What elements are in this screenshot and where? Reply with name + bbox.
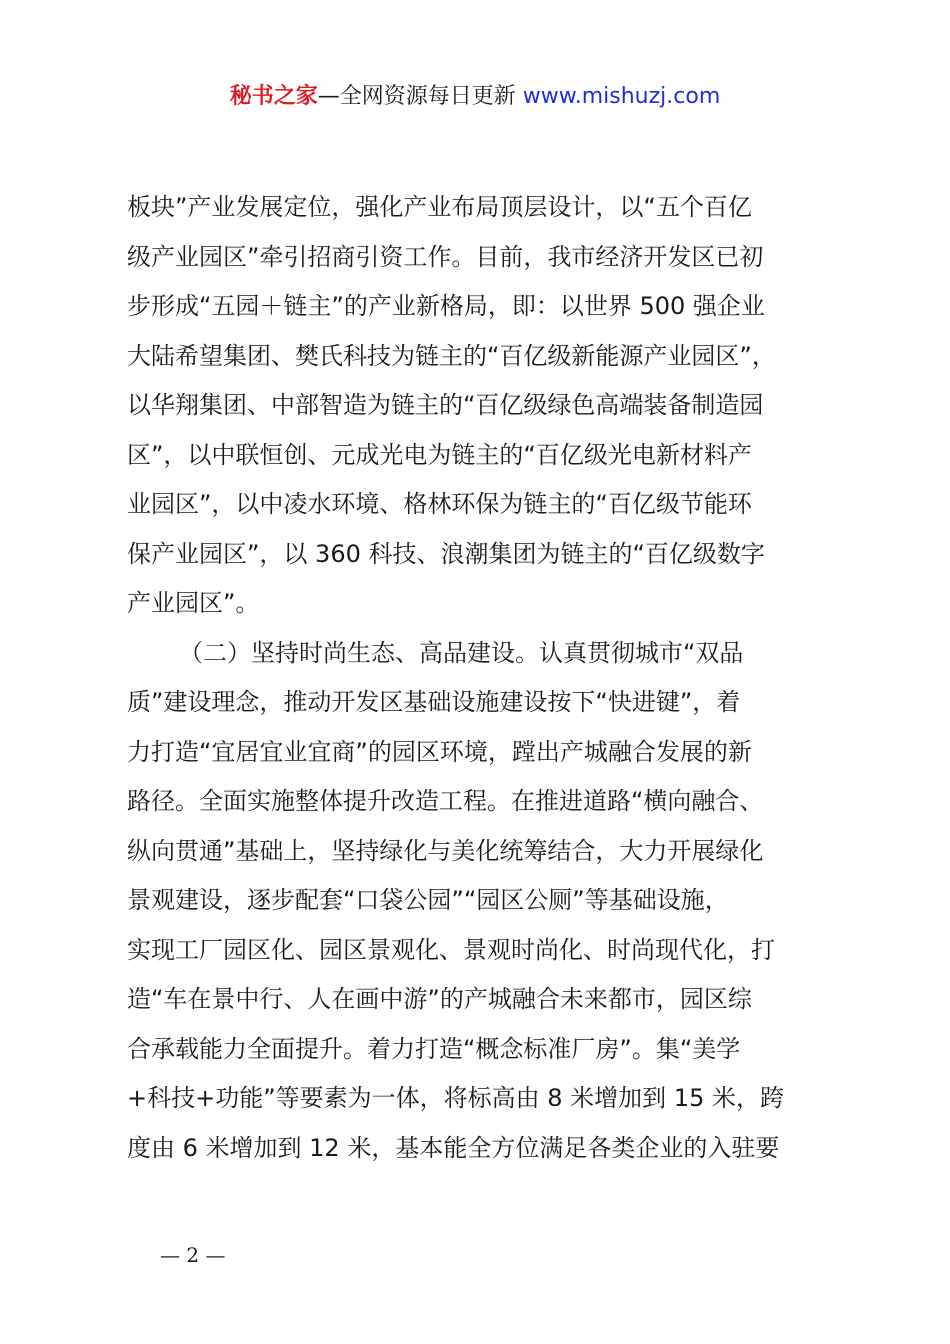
paragraph-line: 以华翔集团、中部智造为链主的“百亿级绿色高端装备制造园	[127, 391, 764, 419]
paragraph-line: +科技+功能”等要素为一体，将标高由 8 米增加到 15 米，跨	[127, 1084, 784, 1112]
site-slogan: —全网资源每日更新	[317, 84, 516, 109]
site-header	[0, 80, 950, 114]
paragraph-line: 保产业园区”，以 360 科技、浪潮集团为链主的“百亿级数字	[127, 539, 765, 568]
page-number: — 2 —	[160, 1243, 226, 1267]
paragraph-line: 板块”产业发展定位，强化产业布局顶层设计，以“五个百亿	[127, 193, 752, 221]
document-body	[127, 183, 837, 1173]
site-url-link[interactable]: www.mishuzj.com	[522, 84, 721, 109]
site-brand: 秘书之家	[229, 84, 318, 109]
paragraph-line: 产业园区”。	[127, 589, 260, 617]
paragraph-line: 质”建设理念，推动开发区基础设施建设按下“快进键”，着	[127, 688, 741, 716]
paragraph-line: 景观建设，逐步配套“口袋公园”“园区公厕”等基础设施，	[127, 886, 729, 914]
paragraph-line: 度由 6 米增加到 12 米，基本能全方位满足各类企业的入驻要	[127, 1133, 780, 1162]
section-heading-line: （二）坚持时尚生态、高品建设。认真贯彻城市“双品	[179, 638, 744, 667]
paragraph-line: 级产业园区”牵引招商引资工作。目前，我市经济开发区已初	[127, 242, 764, 271]
paragraph-line: 合承载能力全面提升。着力打造“概念标准厂房”。集“美学	[127, 1034, 741, 1063]
paragraph-line: 实现工厂园区化、园区景观化、景观时尚化、时尚现代化，打	[127, 935, 775, 964]
paragraph-line: 大陆希望集团、樊氏科技为链主的“百亿级新能源产业园区”，	[127, 341, 776, 370]
paragraph-line: 纵向贯通”基础上，坚持绿化与美化统筹结合，大力开展绿化	[127, 836, 764, 865]
paragraph-line: 力打造“宜居宜业宜商”的园区环境，蹚出产城融合发展的新	[127, 737, 752, 766]
paragraph-line: 区”，以中联恒创、元成光电为链主的“百亿级光电新材料产	[127, 440, 752, 469]
paragraph-line: 路径。全面实施整体提升改造工程。在推进道路“横向融合、	[127, 787, 764, 815]
paragraph-line: 造“车在景中行、人在画中游”的产城融合未来都市，园区综	[127, 985, 752, 1013]
paragraph-line: 业园区”，以中凌水环境、格林环保为链主的“百亿级节能环	[127, 490, 752, 518]
paragraph-line: 步形成“五园＋链主”的产业新格局，即：以世界 500 强企业	[127, 292, 765, 320]
